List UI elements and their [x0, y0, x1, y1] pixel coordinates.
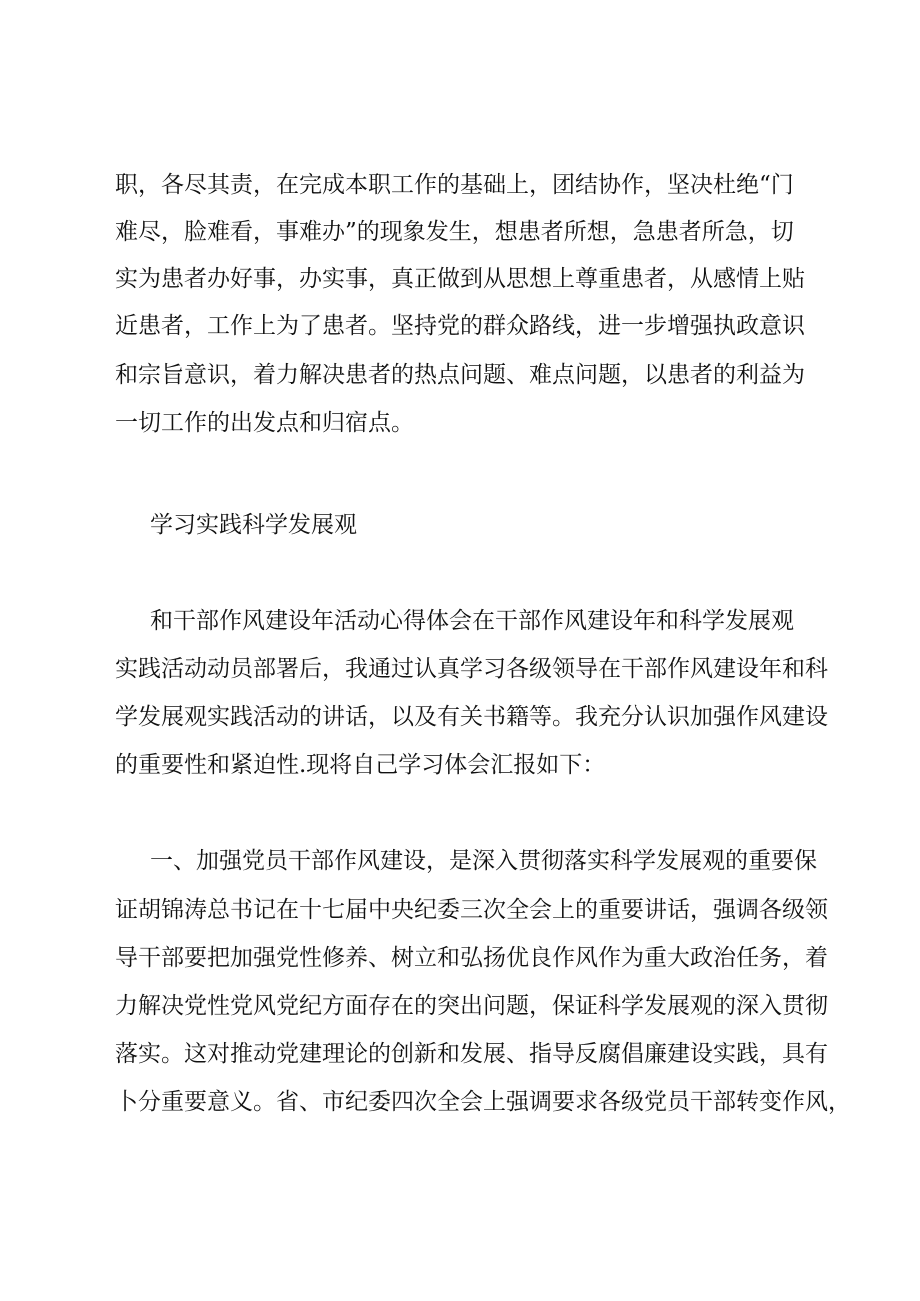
- paragraph-4-line-3: 导干部要把加强党性修养、树立和弘扬优良作风作为重大政治任务，着: [115, 945, 828, 971]
- paragraph-1-line-1: 职，各尽其责，在完成本职工作的基础上，团结协作，坚决杜绝“门: [115, 172, 794, 198]
- paragraph-4-line-5: 落实。这对推动党建理论的创新和发展、指导反腐倡廉建设实践，具有: [115, 1041, 828, 1067]
- paragraph-1-line-4: 近患者，工作上为了患者。坚持党的群众路线，进一步增强执政意识: [115, 313, 805, 339]
- paragraph-3-line-3: 学发展观实践活动的讲话，以及有关书籍等。我充分认识加强作风建设: [115, 704, 828, 730]
- paragraph-3-line-1: 和干部作风建设年活动心得体会在干部作风建设年和科学发展观: [150, 608, 794, 634]
- paragraph-4-line-1: 一、加强党员干部作风建设，是深入贯彻落实科学发展观的重要保: [150, 848, 817, 874]
- paragraph-1-line-5: 和宗旨意识，着力解决患者的热点问题、难点问题，以患者的利益为: [115, 362, 805, 388]
- paragraph-4-line-2: 证胡锦涛总书记在十七届中央纪委三次全会上的重要讲话，强调各级领: [115, 897, 828, 923]
- paragraph-4-line-6: 卜分重要意义。省、市纪委四次全会上强调要求各级党员干部转变作风，: [115, 1089, 851, 1115]
- paragraph-1-line-3: 实为患者办好事，办实事，真正做到从思想上尊重患者，从感情上贴: [115, 266, 805, 292]
- paragraph-3-line-2: 实践活动动员部署后，我通过认真学习各级领导在干部作风建设年和科: [115, 656, 828, 682]
- section-heading: 学习实践科学发展观: [150, 512, 357, 538]
- paragraph-3-line-4: 的重要性和紧迫性.现将自己学习体会汇报如下：: [115, 752, 606, 778]
- paragraph-1-line-6: 一切工作的出发点和归宿点。: [115, 410, 414, 436]
- paragraph-1-line-2: 难尽，脸难看，事难办”的现象发生，想患者所想，急患者所急，切: [115, 219, 794, 245]
- paragraph-4-line-4: 力解决党性党风党纪方面存在的突出问题，保证科学发展观的深入贯彻: [115, 993, 828, 1019]
